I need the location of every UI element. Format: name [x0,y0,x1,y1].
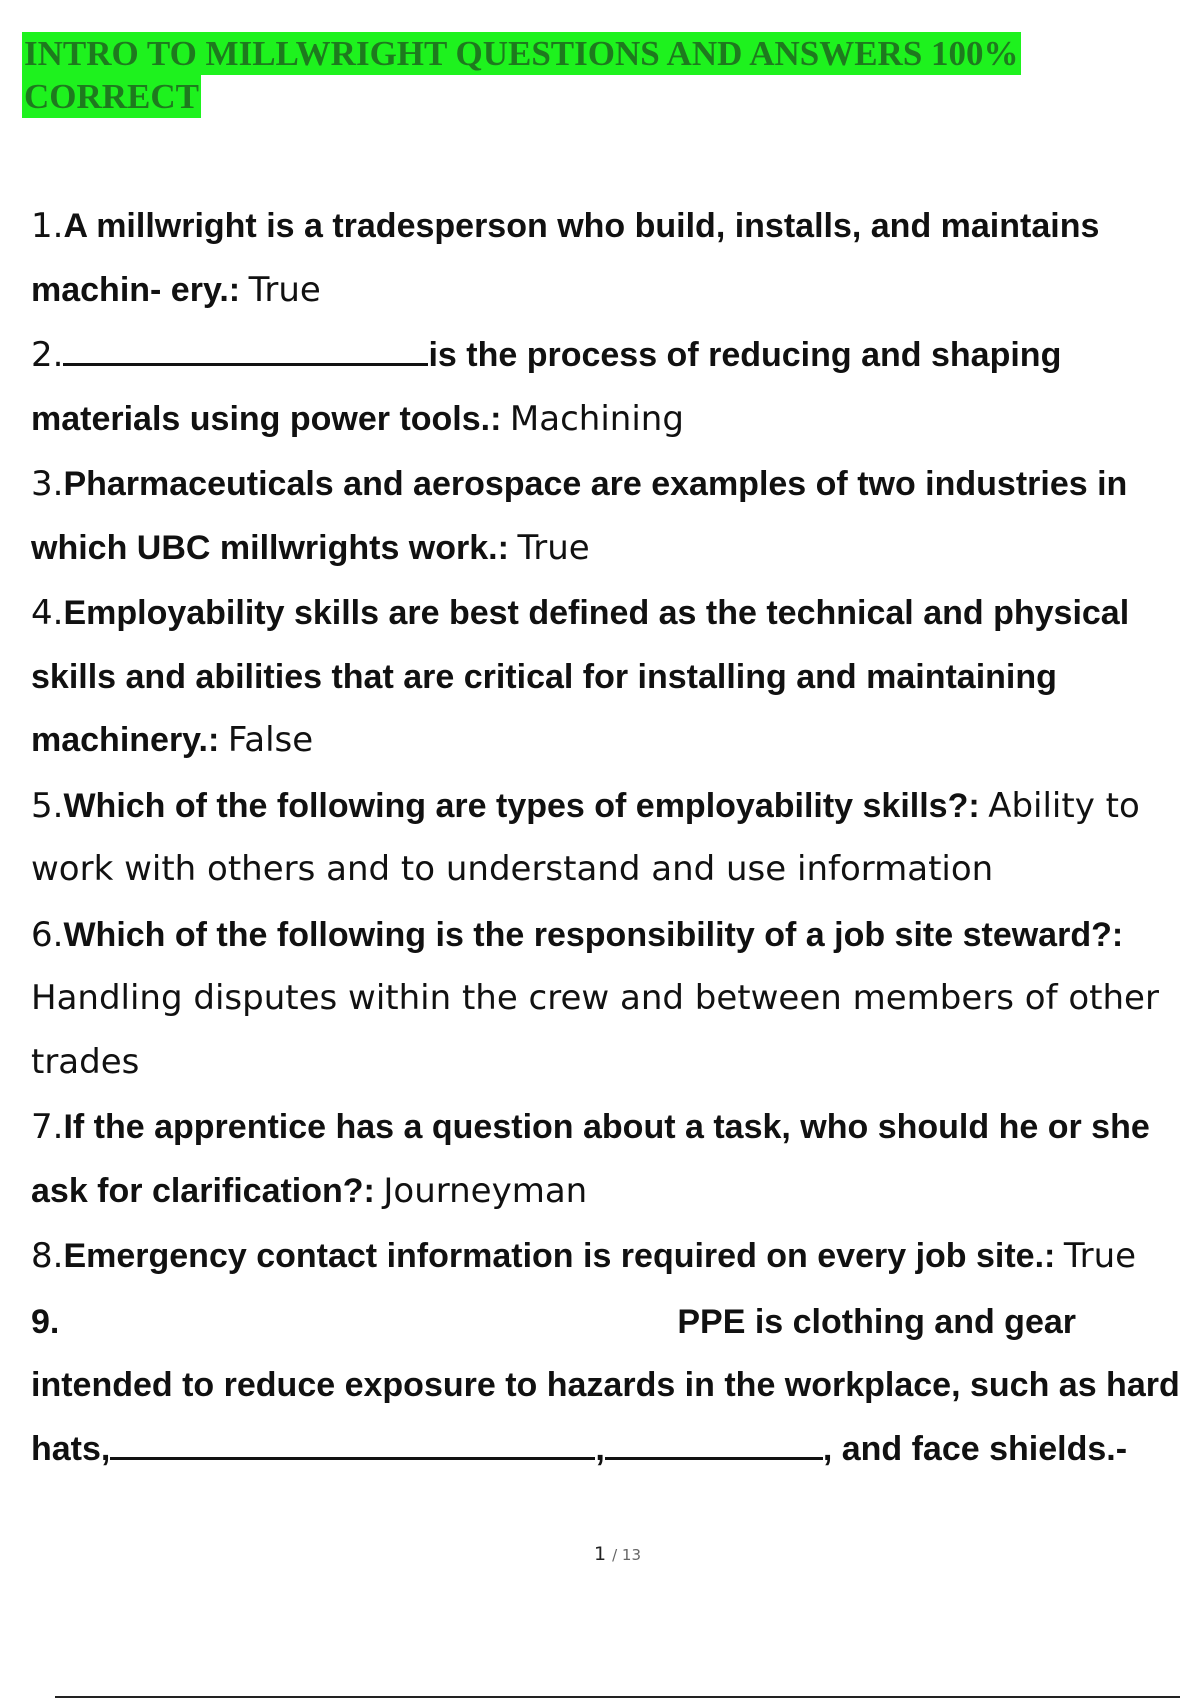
question-number: 8. [31,1236,64,1276]
answer-text: Journeyman [383,1170,588,1211]
question-text: Employability skills are best defined as the technical and physical skills and abilities that are critical for installing and maintaining machinery.: [31,594,1130,759]
question-item-1 [31,195,1191,322]
question-number: 9. [31,1302,60,1341]
question-number: 6. [31,914,64,955]
question-list [31,195,1191,1483]
question-item-4 [31,582,1191,773]
question-item-6 [31,904,1191,1095]
answer-text: True [1063,1236,1137,1276]
question-text: If the apprentice has a question about a task, who should he or she ask for clarification?: [31,1108,1150,1210]
fill-in-blank [110,1429,595,1460]
page-total: / 13 [612,1546,642,1564]
question-number: 7. [31,1107,64,1147]
question-item-7 [31,1096,1191,1223]
question-text-separator: , [595,1429,605,1468]
question-text: Which of the following are types of employability skills?: [63,786,980,825]
question-text: PPE is clothing and gear intended to reduce exposure to hazards in the workplace, such as hard hats, [31,1302,1180,1468]
answer-text: True [248,269,321,310]
question-item-5 [31,775,1191,902]
question-text: A millwright is a tradesperson who build, installs, and maintains machin- ery.: [31,207,1100,309]
question-item-9 [31,1291,1191,1482]
question-item-8 [31,1225,1191,1289]
answer-text: Machining [509,398,684,439]
page-number [0,1543,1200,1565]
document-title [22,32,1182,118]
question-number: 1. [31,206,64,246]
question-number: 2. [31,335,64,375]
answer-text: True [517,527,590,568]
fill-in-blank [605,1429,823,1460]
question-item-2 [31,324,1191,451]
fill-in-blank [63,335,428,366]
page-current: 1 [593,1543,607,1565]
question-number: 5. [31,785,64,826]
question-item-3 [31,453,1191,580]
question-text: Emergency contact information is required on every job site.: [63,1237,1056,1275]
question-number: 4. [31,593,64,633]
question-number: 3. [31,464,64,504]
answer-text: Handling disputes within the crew and between members of other trades [31,978,1159,1082]
question-text-end: , and face shields.- [822,1429,1128,1468]
title-line-2: CORRECT [24,77,200,116]
question-text: is the process of reducing and shaping materials using power tools.: [31,336,1062,438]
question-text: Which of the following is the responsibility of a job site steward?: [63,915,1124,954]
question-text: Pharmaceuticals and aerospace are examples of two industries in which UBC millwrights work.: [31,465,1128,567]
footer-divider [55,1696,1180,1698]
answer-text: Ability to work with others and to understand and use information [31,785,1140,889]
answer-text: False [227,720,314,760]
title-line-1: INTRO TO MILLWRIGHT QUESTIONS AND ANSWERS 100% [24,34,1019,73]
